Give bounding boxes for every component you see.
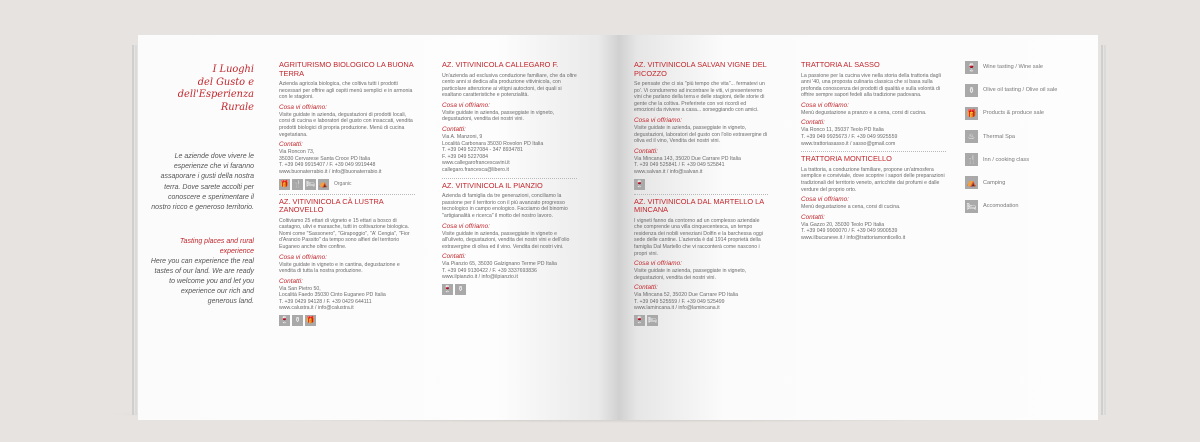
contacts-heading: Contatti: xyxy=(442,253,466,261)
wine-glass-icon: 🍷 xyxy=(635,180,644,188)
phone: T. +39 049 9915407 / F. +39 049 9919448 xyxy=(279,162,376,169)
entry-title: AZ. VITIVINICOLA CÀ LUSTRA ZANOVELLO xyxy=(279,196,384,215)
entry-title: TRATTORIA AL SASSO xyxy=(801,60,880,69)
entry-la-buona-terra xyxy=(279,61,415,190)
brochure-spread xyxy=(98,35,1118,425)
email[interactable]: callegaro.francesca@libero.it xyxy=(442,167,509,174)
entry-description: Se pensate che ci sia "più tempo che vita"... fermatevi un po'. Vi condurremo ad incontrare le viti, vi presenteremo vini che parlano della terra e delle stagioni, delle storie di gente che la coltiva. Preferirete con voi ricordi ed emozioni da rivivere a casa... sorseggiando con amici. xyxy=(634,81,765,114)
entry-description: Azienda agricola biologica, che coltiva tutti i prodotti necessari per offrire agli ospiti menù semplici e in armonia con le stagioni. xyxy=(279,81,413,101)
address-city: Località Carbonara 35030 Rovolon PD Italia xyxy=(442,140,544,147)
entry-il-pianzio xyxy=(442,182,577,295)
phone: T. +39 049 9925673 / F. +39 049 9925559 xyxy=(801,134,898,141)
offer-text: Visite guidate in azienda, passeggiate in vigneto, degustazioni, vendita dei nostri vini. xyxy=(442,109,555,123)
address: Via Roncon 73, xyxy=(279,149,315,156)
entry-title: AZ. VITIVINICOLA SALVAN VIGNE DEL PICOZZO xyxy=(634,60,767,78)
contacts-heading: Contatti: xyxy=(801,213,825,221)
website-email[interactable]: www.lamincana.it / info@lamincana.it xyxy=(634,305,720,312)
offer-heading: Cosa vi offriamo: xyxy=(442,222,490,230)
divider xyxy=(442,178,577,179)
service-icons xyxy=(442,284,577,295)
offer-text: Visite guidate in azienda, passeggiate in vigneto, degustazioni, laboratori del gusto con l'olio extravergine di oliva ed il vino, Vendita dei nostri vini. xyxy=(634,124,768,145)
offer-text: Visite guidate in vigneto e in cantina, degustazione e vendita di tutta la nostra produzione. xyxy=(279,261,400,275)
title-line: dell'Esperienza xyxy=(177,89,254,100)
legend-label: Thermal Spa xyxy=(983,133,1016,140)
address: Via San Pietro 50, xyxy=(279,285,321,292)
entry-callegaro xyxy=(442,61,577,174)
legend-item xyxy=(965,83,1115,97)
cutlery-icon: 🍴 xyxy=(966,155,977,165)
entry-description: I vigneti fanno da contorno ad un complesso aziendale che comprende una villa cinquecentesca, un tempo residenza dei nobili veneziani Dolfin e la barchessa oggi sede delle cantine. L'azienda è dal 1914 proprietà della famiglia Dal Martello che vi racconterà come nascono i propri vini. xyxy=(634,217,763,257)
offer-text: Menù degustazione a pranzo e a cena, corsi di cucina. xyxy=(801,109,927,116)
legend-label: Inn / cooking class xyxy=(983,156,1030,163)
offer-heading: Cosa vi offriamo: xyxy=(634,260,682,268)
legend-label: Olive oil tasting / Olive oil sale xyxy=(983,87,1058,94)
address: Via Mincana 143, 35020 Due Carrare PD Italia xyxy=(634,155,741,162)
website-email[interactable]: www.ilpianzio.it / info@ilpianzio.it xyxy=(442,274,518,281)
entry-title: AZ. VITIVINICOLA IL PIANZIO xyxy=(442,180,543,190)
offer-text: Visite guidate in azienda, passeggiate in vigneto e all'uliveto, degustazioni, vendita dei nostri vini e dell'olio extravergine di oliva ed il vino. Vendita dei nostri vini. xyxy=(442,230,570,250)
contacts-heading: Contatti: xyxy=(442,126,466,134)
offer-heading: Cosa vi offriamo: xyxy=(279,253,327,261)
entry-trattoria-al-sasso xyxy=(801,61,946,147)
thermal-spa-icon: ♨ xyxy=(965,130,978,143)
phone: T. +39 049 525841 / F. +39 049 525841 xyxy=(634,162,725,169)
entry-trattoria-monticello xyxy=(801,155,946,241)
legend-label: Accomodation xyxy=(983,203,1019,210)
icon-legend xyxy=(965,60,1115,222)
offer-heading: Cosa vi offriamo: xyxy=(801,101,849,109)
website-email[interactable]: www.salvan.it / info@salvan.it xyxy=(634,168,703,175)
service-icons xyxy=(634,179,768,190)
website-email[interactable]: www.trattoriasasso.it / sasso@gmail.com xyxy=(801,140,896,147)
cutlery-icon: 🍴 xyxy=(293,180,302,188)
phone: T. +39 0429 94128 / F. +39 0429 644111 xyxy=(279,298,372,305)
intro-english-heading: Tasting places and rural experience xyxy=(179,238,254,255)
entry-ca-lustra xyxy=(279,198,415,327)
offer-heading: Cosa vi offriamo: xyxy=(634,116,682,124)
phone: T. +39 049 9900070 / F. +39 049 9900539 xyxy=(801,228,898,235)
contacts-heading: Contatti: xyxy=(634,147,658,155)
olive-oil-icon: ⚱ xyxy=(292,315,303,326)
website-email[interactable]: www.buonaterrabio.it / info@buonaterrabio.it xyxy=(279,168,382,175)
divider xyxy=(279,194,415,195)
entry-title: AGRITURISMO BIOLOGICO LA BUONA TERRA xyxy=(279,60,414,78)
address-city: 35030 Cervarese Santa Croce PD Italia xyxy=(279,155,371,162)
entry-title: TRATTORIA MONTICELLO xyxy=(801,154,892,164)
legend-item xyxy=(965,130,1115,144)
page-edge xyxy=(135,45,137,415)
intro-english: Here you can experience the real tastes of our land. We are ready to welcome you and let you experience our rich and generous land. xyxy=(150,258,254,305)
legend-item xyxy=(965,153,1115,167)
service-icons xyxy=(634,315,768,326)
column-1 xyxy=(279,61,415,326)
offer-text: Visite guidate in azienda, passeggiate in vigneto, degustazioni, vendita dei nostri vini. xyxy=(634,268,747,281)
olive-oil-icon: ⚱ xyxy=(965,84,978,97)
legend-label: Products & produce sale xyxy=(983,110,1044,117)
contacts-heading: Contatti: xyxy=(801,119,825,127)
offer-heading: Cosa vi offriamo: xyxy=(801,196,849,204)
column-2 xyxy=(442,61,577,295)
bed-icon: 🛏 xyxy=(966,201,977,211)
gift-icon: 🎁 xyxy=(280,180,289,188)
tent-icon: ⛺ xyxy=(966,178,977,188)
title-line: del Gusto e xyxy=(197,76,254,88)
legend-item xyxy=(965,199,1115,213)
wine-glass-icon: 🍷 xyxy=(280,317,289,325)
wine-glass-icon: 🍷 xyxy=(443,286,452,294)
entry-description: La passione per la cucina vive nella storia della trattoria dagli anni '40, una proposta culinaria classica che si basa sulla profonda conoscenza dei prodotti di qualità e sulla volontà di offrire sempre sapori fedeli alla tradizione padovana. xyxy=(801,72,941,99)
intro-title xyxy=(154,64,254,114)
offer-text: Visite guidate in azienda, degustazioni di prodotti locali, corsi di cucina e laboratori del gusto con insaccati, vendita prodotti biologici di propria produzione. Menù di cucina vegetariana. xyxy=(279,111,413,138)
entry-title: AZ. VITIVINICOLA CALLEGARO F. xyxy=(442,60,559,69)
address: Via Pianzio 65, 35030 Galzignano Terme PD Italia xyxy=(442,261,557,268)
legend-item xyxy=(965,176,1115,190)
wine-glass-icon: 🍷 xyxy=(635,317,644,325)
gift-icon: 🎁 xyxy=(966,108,977,118)
title-line: Rurale xyxy=(220,101,254,113)
address: Via Ronco 11, 35037 Teolo PD Italia xyxy=(801,127,884,134)
service-icons xyxy=(279,179,415,190)
address: Via Mincana 52, 35020 Due Carrare PD Italia xyxy=(634,292,739,299)
contacts-heading: Contatti: xyxy=(279,141,303,149)
offer-heading: Cosa vi offriamo: xyxy=(442,101,490,109)
entry-description: Coltiviamo 25 ettari di vigneto e 15 ettari a bosco di castagno, ulivi e marasche, tutti in coltivazione biologica. Nomi come "Sassonero", "Girapoggio", "A' Cengia", "Fior d'Arancio Passito" da tempo sono alfieri del territorio Euganeo anche oltre confine. xyxy=(279,217,410,250)
organic-label: Organic xyxy=(334,180,352,187)
fax: F. +39 049 5227084 xyxy=(442,153,489,160)
title-line: I Luoghi xyxy=(212,64,254,75)
contacts-heading: Contatti: xyxy=(279,277,303,285)
offer-text: Menù degustazione a cena, corsi di cucina. xyxy=(801,204,901,211)
column-3 xyxy=(634,61,768,326)
address: Via A. Manzoni, 9 xyxy=(442,134,483,141)
olive-oil-icon: ⚱ xyxy=(455,284,466,295)
tent-icon: ⛺ xyxy=(319,180,328,188)
address: Via Gazzo 20, 35030 Teolo PD Italia xyxy=(801,221,885,228)
page-edge xyxy=(132,45,134,415)
bed-icon: 🛏 xyxy=(648,317,657,325)
legend-item xyxy=(965,60,1115,74)
website-email[interactable]: www.ilbucaneve.it / info@trattoriamonticello.it xyxy=(801,234,906,241)
wine-glass-icon: 🍷 xyxy=(966,62,977,72)
phone: T. +39 049 525559 / F. +39 049 525499 xyxy=(634,298,725,305)
gift-icon: 🎁 xyxy=(306,317,315,325)
address-city: Località Faedo 35030 Cinto Euganeo PD Italia xyxy=(279,292,386,299)
service-icons xyxy=(279,315,415,326)
divider xyxy=(801,151,946,152)
legend-item xyxy=(965,106,1115,120)
intro-italian: Le aziende dove vivere le esperienze che vi faranno assaporare i gusti della nostra terra. Dove sarete accolti per conoscere e sperimentare il nostro ricco e generoso territorio. xyxy=(151,153,254,212)
entry-description: La trattoria, a conduzione familiare, propone un'atmosfera semplice e conviviale, dove scoprire i sapori delle preparazioni tradizionali del territorio veneto, arricchite dai profumi e dalle verdure del proprio orto. xyxy=(801,166,945,193)
legend-label: Camping xyxy=(983,179,1006,186)
website-email[interactable]: www.calustra.it / info@calustra.it xyxy=(279,305,354,312)
offer-heading: Cosa vi offriamo: xyxy=(279,103,327,111)
entry-la-mincana xyxy=(634,198,768,327)
entry-salvan xyxy=(634,61,768,190)
divider xyxy=(634,194,768,195)
website[interactable]: www.callegarofrancescavini.it xyxy=(442,160,510,167)
entry-description: Un'azienda ad esclusiva conduzione familiare, che da oltre cento anni si dedica alla produzione vitivinicola, con particolare attenzione ai vitigni autoctoni, dei quali si esaltano caratteristiche e potenzialità. xyxy=(442,72,577,99)
entry-description: Azienda di famiglia da tre generazioni, conciliamo la passione per il territorio con il più avanzato progresso tecnologico in campo enologico. Facciamo del binomio "artigianalità e ricerca" il motto del nostro lavoro. xyxy=(442,193,568,219)
column-4 xyxy=(801,61,946,242)
phone: T. +39 049 5227084 - 347 8934781 xyxy=(442,147,523,154)
bed-icon: 🛏 xyxy=(306,180,315,188)
contacts-heading: Contatti: xyxy=(634,284,658,292)
phone: T. +39 049 9130422 / F. +39 3337693836 xyxy=(442,267,537,274)
legend-label: Wine tasting / Wine sale xyxy=(983,64,1044,70)
entry-title: AZ. VITIVINICOLA DAL MARTELLO LA MINCANA xyxy=(634,196,764,215)
